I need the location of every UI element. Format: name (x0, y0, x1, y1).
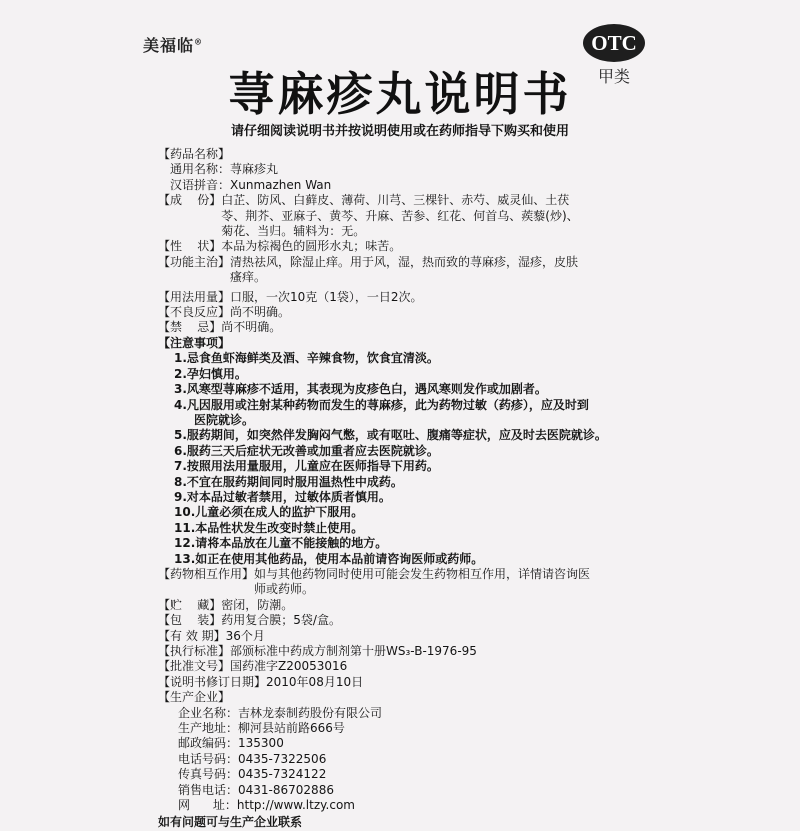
fax-label: 传真号码： (178, 767, 239, 782)
registered-mark: ® (194, 36, 204, 47)
phone-label: 电话号码： (178, 751, 239, 766)
postcode: 135300 (238, 736, 284, 751)
standard: 部颁标准中药成方制剂第十册WS₃-B-1976-95 (230, 644, 477, 658)
contraindications: 尚不明确。 (221, 320, 282, 335)
list-item: 12.请将本品放在儿童不能接触的地方。 (174, 536, 388, 551)
adverse-reactions: 尚不明确。 (230, 305, 291, 320)
indications-line: 瘙痒。 (230, 270, 267, 285)
approval-label: 【批准文号】 (158, 659, 231, 674)
sales-label: 销售电话： (178, 782, 239, 797)
leaflet-content (158, 147, 638, 831)
pinyin-label: 汉语拼音： (170, 177, 231, 192)
list-item: 13.如正在使用其他药品，使用本品前请咨询医师或药师。 (174, 551, 484, 566)
list-item: 8.不宜在服药期间同时服用温热性中成药。 (174, 474, 403, 489)
ingredients-line: 白芷、防风、白藓皮、薄荷、川芎、三棵针、赤芍、威灵仙、土茯 (221, 193, 570, 208)
list-item-continuation: 医院就诊。 (194, 412, 255, 427)
phone-number: 0435-7322506 (238, 751, 327, 766)
indications-label: 【功能主治】 (158, 254, 231, 269)
validity-label: 【有 效 期】 (158, 628, 226, 643)
list-item: 5.服药期间，如突然伴发胸闷气憋，或有呕吐、腹痛等症状，应及时去医院就诊。 (174, 428, 607, 443)
list-item: 10.儿童必须在成人的监护下服用。 (174, 505, 364, 520)
manufacturer-header: 【生产企业】 (158, 690, 231, 705)
company-name: 吉林龙泰制药股份有限公司 (238, 705, 383, 720)
list-item: 7.按照用法用量服用，儿童应在医师指导下用药。 (174, 459, 439, 474)
adverse-label: 【不良反应】 (158, 305, 231, 320)
pinyin: Xunmazhen Wan (230, 177, 332, 192)
drug-interactions (254, 567, 638, 598)
list-item: 1.忌食鱼虾海鲜类及酒、辛辣食物，饮食宜清淡。 (174, 351, 439, 366)
list-item (174, 398, 638, 429)
drug-name-header: 【药品名称】 (158, 147, 231, 161)
contraindications-label: 【禁 忌】 (158, 320, 222, 335)
storage: 密闭，防潮。 (221, 597, 294, 612)
list-item: 2.孕妇慎用。 (174, 366, 247, 381)
properties-label: 【性 状】 (158, 239, 222, 254)
address: 柳河县站前路666号 (238, 721, 345, 736)
indications-line: 清热祛风，除湿止痒。用于风，湿，热而致的荨麻疹，湿疹，皮肤 (230, 254, 579, 269)
ingredients-label: 【成 份】 (158, 193, 222, 208)
page-title: 荨麻疹丸说明书 (228, 67, 572, 121)
interaction-line: 师或药师。 (254, 582, 315, 597)
otc-category: 甲类 (598, 67, 631, 86)
list-item: 11.本品性状发生改变时禁止使用。 (174, 520, 364, 535)
page-subtitle: 请仔细阅读说明书并按说明使用或在药师指导下购买和使用 (230, 124, 569, 139)
revision-date: 2010年08月10日 (266, 674, 364, 689)
validity: 36个月 (225, 628, 265, 643)
precautions-header: 【注意事项】 (158, 335, 231, 350)
properties: 本品为棕褐色的圆形水丸；味苦。 (221, 239, 402, 254)
package-label: 【包 装】 (158, 613, 222, 628)
list-item: 9.对本品过敏者禁用，过敏体质者慎用。 (174, 489, 391, 504)
storage-label: 【贮 藏】 (158, 597, 222, 612)
brand-logo (143, 33, 203, 56)
standard-label: 【执行标准】 (158, 644, 231, 658)
sales-phone: 0431-86702886 (238, 782, 334, 797)
brand-name: 美福临 (143, 36, 195, 55)
postcode-label: 邮政编码： (178, 736, 239, 751)
ingredients (221, 193, 638, 239)
otc-badge: OTC (583, 24, 645, 62)
dosage-label: 【用法用量】 (158, 289, 231, 304)
interaction-line: 如与其他药物同时使用可能会发生药物相互作用，详情请咨询医 (254, 566, 591, 581)
revision-label: 【说明书修订日期】 (158, 674, 267, 689)
list-item: 3.风寒型荨麻疹不适用，其表现为皮疹色白，遇风寒则发作或加剧者。 (174, 382, 547, 397)
address-label: 生产地址： (178, 721, 239, 736)
website: http://www.ltzy.com (236, 798, 355, 813)
indications (230, 255, 638, 286)
dosage: 口服，一次10克（1袋），一日2次。 (230, 289, 423, 304)
ingredients-line: 菊花、当归。辅料为：无。 (221, 224, 366, 239)
precautions-list (158, 351, 638, 567)
fax-number: 0435-7324122 (238, 767, 327, 782)
interaction-label: 【药物相互作用】 (158, 566, 255, 581)
package: 药用复合膜；5袋/盒。 (221, 613, 341, 628)
company-label: 企业名称： (178, 705, 239, 720)
web-label: 网 址： (178, 798, 237, 813)
common-name-label: 通用名称： (170, 162, 231, 177)
footer-note: 如有问题可与生产企业联系 (158, 815, 303, 830)
list-item-text: 4.凡因服用或注射某种药物而发生的荨麻疹，此为药物过敏（药疹），应及时到 (174, 397, 589, 412)
list-item: 6.服药三天后症状无改善或加重者应去医院就诊。 (174, 443, 439, 458)
ingredients-line: 苓、荆芥、亚麻子、黄芩、升麻、苦参、红花、何首乌、蒺藜(炒)、 (221, 208, 579, 223)
common-name: 荨麻疹丸 (230, 162, 279, 177)
approval-number: 国药准字Z20053016 (230, 659, 348, 674)
